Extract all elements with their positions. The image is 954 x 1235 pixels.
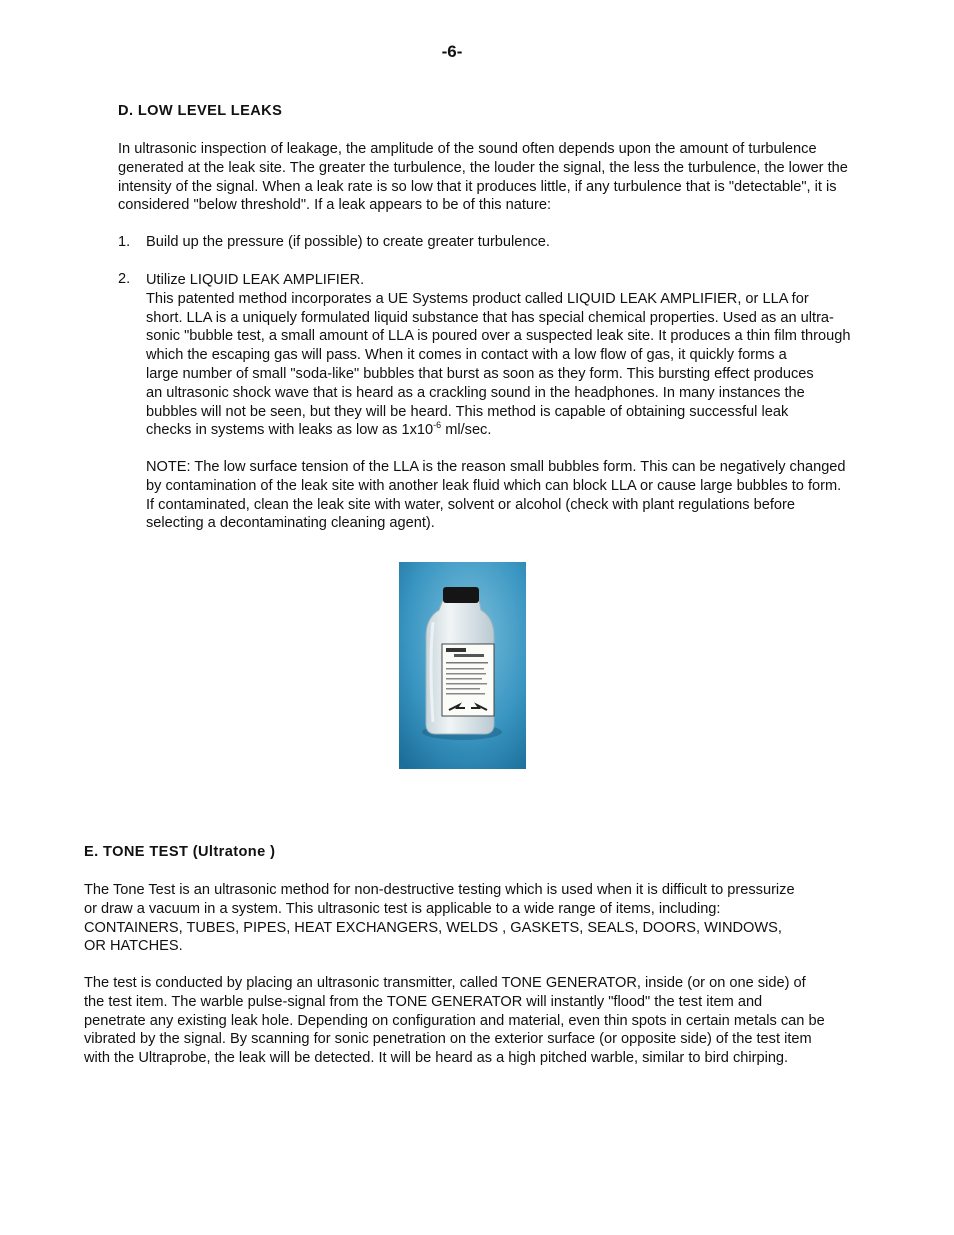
text-line: sonic "bubble test, a small amount of LLA is poured over a suspected leak site. It produces a thin film through (146, 328, 851, 345)
text-line: NOTE: The low surface tension of the LLA is the reason small bubbles form. This can be negatively changed (146, 459, 846, 475)
label-line (446, 683, 487, 685)
text-line: large number of small "soda-like" bubbles that burst as soon as they form. This bursting effect produces (146, 365, 814, 382)
text-line: short. LLA is a uniquely formulated liquid substance that has special chemical properties. Used as an ultra- (146, 309, 834, 326)
section-d-intro (118, 140, 848, 215)
lla-bottle-photo (399, 562, 526, 769)
list-item-2-number: 2. (118, 271, 131, 287)
text-line: an ultrasonic shock wave that is heard as a crackling sound in the headphones. In many instances the (146, 384, 805, 401)
list-item-1-text: Build up the pressure (if possible) to create greater turbulence. (146, 234, 550, 250)
text-line: In ultrasonic inspection of leakage, the amplitude of the sound often depends upon the amount of turbulence (118, 141, 817, 157)
text-line: the test item. The warble pulse-signal from the TONE GENERATOR will instantly "flood" the test item and (84, 993, 763, 1010)
label-line (446, 678, 482, 680)
text-line: OR HATCHES. (84, 938, 183, 955)
text-line: by contamination of the leak site with another leak fluid which can block LLA or cause large bubbles to form. (146, 477, 842, 494)
note-paragraph (146, 458, 846, 533)
label-line (446, 673, 486, 675)
label-line (446, 693, 485, 695)
text-line: If contaminated, clean the leak site with water, solvent or alcohol (check with plant regulations before (146, 496, 795, 513)
list-item-2-title: Utilize LIQUID LEAK AMPLIFIER. (146, 272, 365, 288)
section-e-heading: E. TONE TEST (Ultratone ) (84, 844, 276, 860)
text-line: intensity of the signal. When a leak rate is so low that it produces little, if any turbulence that is "detectable", it is (118, 178, 837, 195)
leak-rate-text: checks in systems with leaks as low as 1x10 (146, 422, 434, 439)
bottle-illustration (399, 562, 526, 769)
label-logo-mark (446, 648, 466, 652)
tone-test-paragraph-1 (84, 881, 795, 956)
text-line: selecting a decontaminating cleaning agent). (146, 515, 435, 532)
text-line: The test is conducted by placing an ultrasonic transmitter, called TONE GENERATOR, inside (or on one side) of (84, 975, 806, 991)
label-line (454, 654, 484, 657)
label-line (446, 668, 484, 670)
text-line: penetrate any existing leak hole. Depending on configuration and material, even thin spots in certain metals can be (84, 1012, 825, 1029)
text-line: The Tone Test is an ultrasonic method for non-destructive testing which is used when it is difficult to pressurize (84, 882, 795, 898)
list-item-2-body (146, 271, 850, 440)
text-line: This patented method incorporates a UE Systems product called LIQUID LEAK AMPLIFIER, or LLA for (146, 290, 809, 307)
text-line: considered "below threshold". If a leak appears to be of this nature: (118, 197, 552, 214)
text-line: bubbles will not be seen, but they will be heard. This method is capable of obtaining successful leak (146, 403, 789, 420)
leak-rate-unit: ml/sec. (441, 422, 492, 439)
section-d-heading: D. LOW LEVEL LEAKS (118, 103, 283, 119)
tone-test-paragraph-2 (84, 974, 825, 1068)
text-line: which the escaping gas will pass. When it comes in contact with a low flow of gas, it quickly forms a (146, 347, 787, 364)
bottle-cap (443, 587, 479, 603)
text-line: with the Ultraprobe, the leak will be detected. It will be heard as a high pitched warble, similar to bird chirping. (84, 1050, 789, 1067)
label-line (446, 662, 488, 664)
list-item-1-number: 1. (118, 234, 131, 250)
text-line (146, 421, 850, 440)
text-line: CONTAINERS, TUBES, PIPES, HEAT EXCHANGERS, WELDS , GASKETS, SEALS, DOORS, WINDOWS, (84, 919, 782, 936)
page-number: -6- (441, 42, 463, 61)
text-line: or draw a vacuum in a system. This ultrasonic test is applicable to a wide range of items, including: (84, 900, 721, 917)
leak-rate-exponent: -6 (433, 420, 442, 431)
text-line: generated at the leak site. The greater the turbulence, the louder the signal, the less the turbulence, the lower the (118, 159, 848, 176)
text-line: vibrated by the signal. By scanning for sonic penetration on the exterior surface (or opposite side) of the test item (84, 1031, 812, 1048)
label-line (446, 688, 480, 690)
